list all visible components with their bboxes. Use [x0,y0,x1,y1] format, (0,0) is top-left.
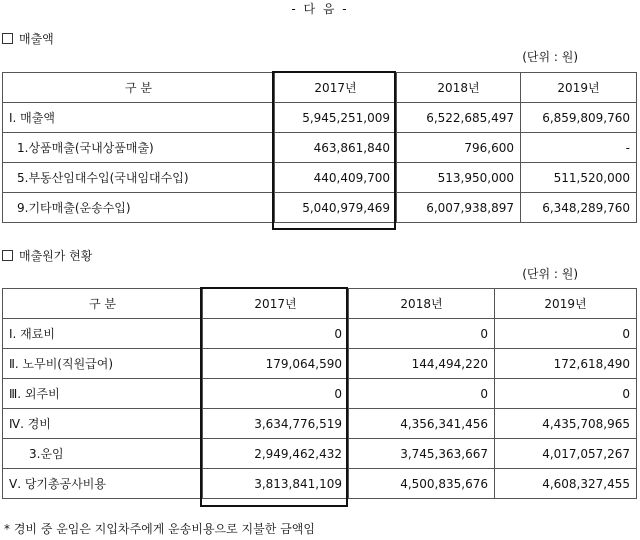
header-row [3,73,637,103]
table-row [3,103,637,133]
value-cell: 0 [495,319,637,349]
column-header: 구 분 [3,289,203,319]
sales-table [2,72,637,223]
document-heading: - 다 음 - [291,2,349,16]
value-cell: 513,950,000 [397,163,521,193]
value-cell: 3,813,841,109 [203,469,349,499]
section-title-sales [2,30,54,47]
value-cell: 3,745,363,667 [349,439,495,469]
checkbox-icon [2,33,13,44]
table-row [3,469,637,499]
table-row [3,133,637,163]
row-label: 9.기타매출(운송수입) [3,193,275,223]
value-cell: 4,435,708,965 [495,409,637,439]
value-cell: 4,500,835,676 [349,469,495,499]
column-header: 2019년 [521,73,637,103]
value-cell: 0 [203,379,349,409]
row-label: 5.부동산임대수입(국내임대수입) [3,163,275,193]
footnote: * 경비 중 운임은 지입차주에게 운송비용으로 지불한 금액임 [4,522,315,536]
value-cell: 463,861,840 [275,133,397,163]
value-cell: 5,040,979,469 [275,193,397,223]
section-title-cost [2,247,92,264]
table-row [3,163,637,193]
value-cell: 172,618,490 [495,349,637,379]
value-cell: 0 [495,379,637,409]
row-label: 3.운임 [3,439,203,469]
table-row [3,193,637,223]
value-cell: 0 [349,319,495,349]
row-label: Ⅴ. 당기총공사비용 [3,469,203,499]
value-cell: 4,608,327,455 [495,469,637,499]
row-label: 1.상품매출(국내상품매출) [3,133,275,163]
column-header: 2017년 [275,73,397,103]
value-cell: 5,945,251,009 [275,103,397,133]
section-title-sales-text: 매출액 [19,32,54,46]
table-row [3,379,637,409]
value-cell: - [521,133,637,163]
value-cell: 6,859,809,760 [521,103,637,133]
row-label: Ⅳ. 경비 [3,409,203,439]
cost-table [2,288,637,499]
row-label: Ⅲ. 외주비 [3,379,203,409]
table-row [3,349,637,379]
unit-label-cost: (단위 : 원) [522,267,578,281]
value-cell: 4,356,341,456 [349,409,495,439]
value-cell: 0 [203,319,349,349]
row-label: Ⅰ. 재료비 [3,319,203,349]
value-cell: 440,409,700 [275,163,397,193]
table-row [3,319,637,349]
header-row [3,289,637,319]
value-cell: 2,949,462,432 [203,439,349,469]
value-cell: 0 [349,379,495,409]
section-title-cost-text: 매출원가 현황 [19,249,93,263]
checkbox-icon [2,250,13,261]
value-cell: 796,600 [397,133,521,163]
value-cell: 144,494,220 [349,349,495,379]
column-header: 2018년 [397,73,521,103]
value-cell: 6,348,289,760 [521,193,637,223]
table-row [3,409,637,439]
column-header: 구 분 [3,73,275,103]
row-label: Ⅰ. 매출액 [3,103,275,133]
value-cell: 6,007,938,897 [397,193,521,223]
table-row [3,439,637,469]
value-cell: 6,522,685,497 [397,103,521,133]
column-header: 2017년 [203,289,349,319]
column-header: 2018년 [349,289,495,319]
value-cell: 179,064,590 [203,349,349,379]
value-cell: 3,634,776,519 [203,409,349,439]
unit-label-sales: (단위 : 원) [522,50,578,64]
column-header: 2019년 [495,289,637,319]
value-cell: 511,520,000 [521,163,637,193]
value-cell: 4,017,057,267 [495,439,637,469]
row-label: Ⅱ. 노무비(직원급여) [3,349,203,379]
